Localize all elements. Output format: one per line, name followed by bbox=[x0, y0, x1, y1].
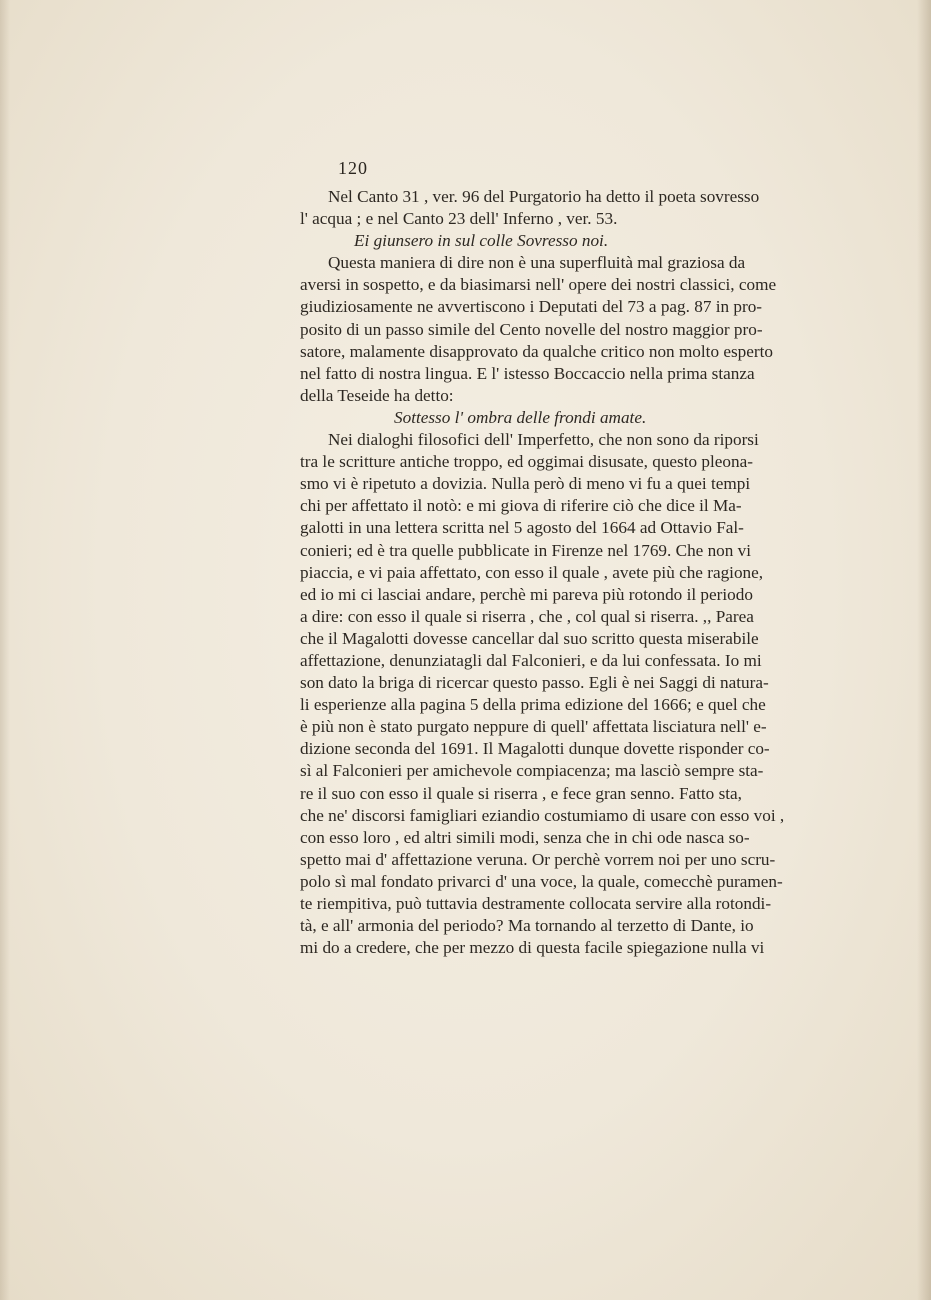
text-line: l' acqua ; e nel Canto 23 dell' Inferno , ver. 53. bbox=[300, 209, 618, 229]
text-line: son dato la briga di ricercar questo passo. Egli è nei Saggi di natura- bbox=[300, 673, 769, 693]
text-line: Questa maniera di dire non è una superfluità mal graziosa da bbox=[328, 253, 746, 273]
page-left-edge bbox=[0, 0, 10, 1300]
text-line: nel fatto di nostra lingua. E l' istesso Boccaccio nella prima stanza bbox=[300, 363, 755, 383]
text-line: sì al Falconieri per amichevole compiacenza; ma lasciò sempre sta- bbox=[300, 761, 764, 781]
page-right-edge bbox=[917, 0, 931, 1300]
text-line: spetto mai d' affettazione veruna. Or perchè vorrem noi per uno scru- bbox=[300, 849, 776, 869]
text-line: aversi in sospetto, e da biasimarsi nell' opere dei nostri classici, come bbox=[300, 275, 777, 295]
text-line: Nei dialoghi filosofici dell' Imperfetto, che non sono da riporsi bbox=[328, 430, 759, 450]
text-line: ed io mi ci lasciai andare, perchè mi pareva più rotondo il periodo bbox=[300, 584, 753, 604]
text-line: della Teseide ha detto: bbox=[300, 385, 454, 405]
text-line: galotti in una lettera scritta nel 5 agosto del 1664 ad Ottavio Fal- bbox=[300, 518, 744, 538]
verse-quotation: Ei giunsero in sul colle Sovresso noi. bbox=[354, 231, 609, 251]
text-line: re il suo con esso il quale si riserra , e fece gran senno. Fatto sta, bbox=[300, 783, 742, 803]
text-line: dizione seconda del 1691. Il Magalotti dunque dovette risponder co- bbox=[300, 739, 770, 759]
text-line: polo sì mal fondato privarci d' una voce, la quale, comecchè puramen- bbox=[300, 871, 783, 891]
body-text bbox=[300, 186, 855, 959]
text-line: te riempitiva, può tuttavia destramente collocata servire alla rotondi- bbox=[300, 894, 772, 913]
text-line: chi per affettato il notò: e mi giova di riferire ciò che dice il Ma- bbox=[300, 496, 742, 516]
text-line: satore, malamente disapprovato da qualche critico non molto esperto bbox=[300, 341, 773, 361]
verse-quotation: Sottesso l' ombra delle frondi amate. bbox=[394, 407, 647, 427]
text-line: a dire: con esso il quale si riserra , che , col qual si riserra. ,, Parea bbox=[300, 606, 754, 626]
text-line: piaccia, e vi paia affettato, con esso il quale , avete più che ragione, bbox=[300, 562, 764, 582]
text-line: che ne' discorsi famigliari eziandio costumiamo di usare con esso voi , bbox=[300, 805, 785, 825]
text-line: conieri; ed è tra quelle pubblicate in Firenze nel 1769. Che non vi bbox=[300, 540, 752, 560]
text-line: tà, e all' armonia del periodo? Ma tornando al terzetto di Dante, io bbox=[300, 916, 754, 936]
page-number: 120 bbox=[338, 158, 368, 178]
text-line: con esso loro , ed altri simili modi, senza che in chi ode nasca so- bbox=[300, 827, 750, 847]
text-line: mi do a credere, che per mezzo di questa facile spiegazione nulla vi bbox=[300, 938, 765, 958]
text-line: è più non è stato purgato neppure di quell' affettata lisciatura nell' e- bbox=[300, 717, 767, 737]
text-line: tra le scritture antiche troppo, ed oggimai disusate, questo pleona- bbox=[300, 452, 753, 472]
text-line: affettazione, denunziatagli dal Falconieri, e da lui confessata. Io mi bbox=[300, 650, 762, 670]
text-line: che il Magalotti dovesse cancellar dal suo scritto questa miserabile bbox=[300, 628, 759, 648]
text-line: posito di un passo simile del Cento novelle del nostro maggior pro- bbox=[300, 319, 763, 339]
text-line: Nel Canto 31 , ver. 96 del Purgatorio ha detto il poeta sovresso bbox=[328, 187, 760, 206]
text-line: giudiziosamente ne avvertiscono i Deputati del 73 a pag. 87 in pro- bbox=[300, 297, 763, 317]
text-line: li esperienze alla pagina 5 della prima edizione del 1666; e quel che bbox=[300, 695, 766, 715]
text-line: smo vi è ripetuto a dovizia. Nulla però di meno vi fu a quei tempi bbox=[300, 474, 751, 494]
